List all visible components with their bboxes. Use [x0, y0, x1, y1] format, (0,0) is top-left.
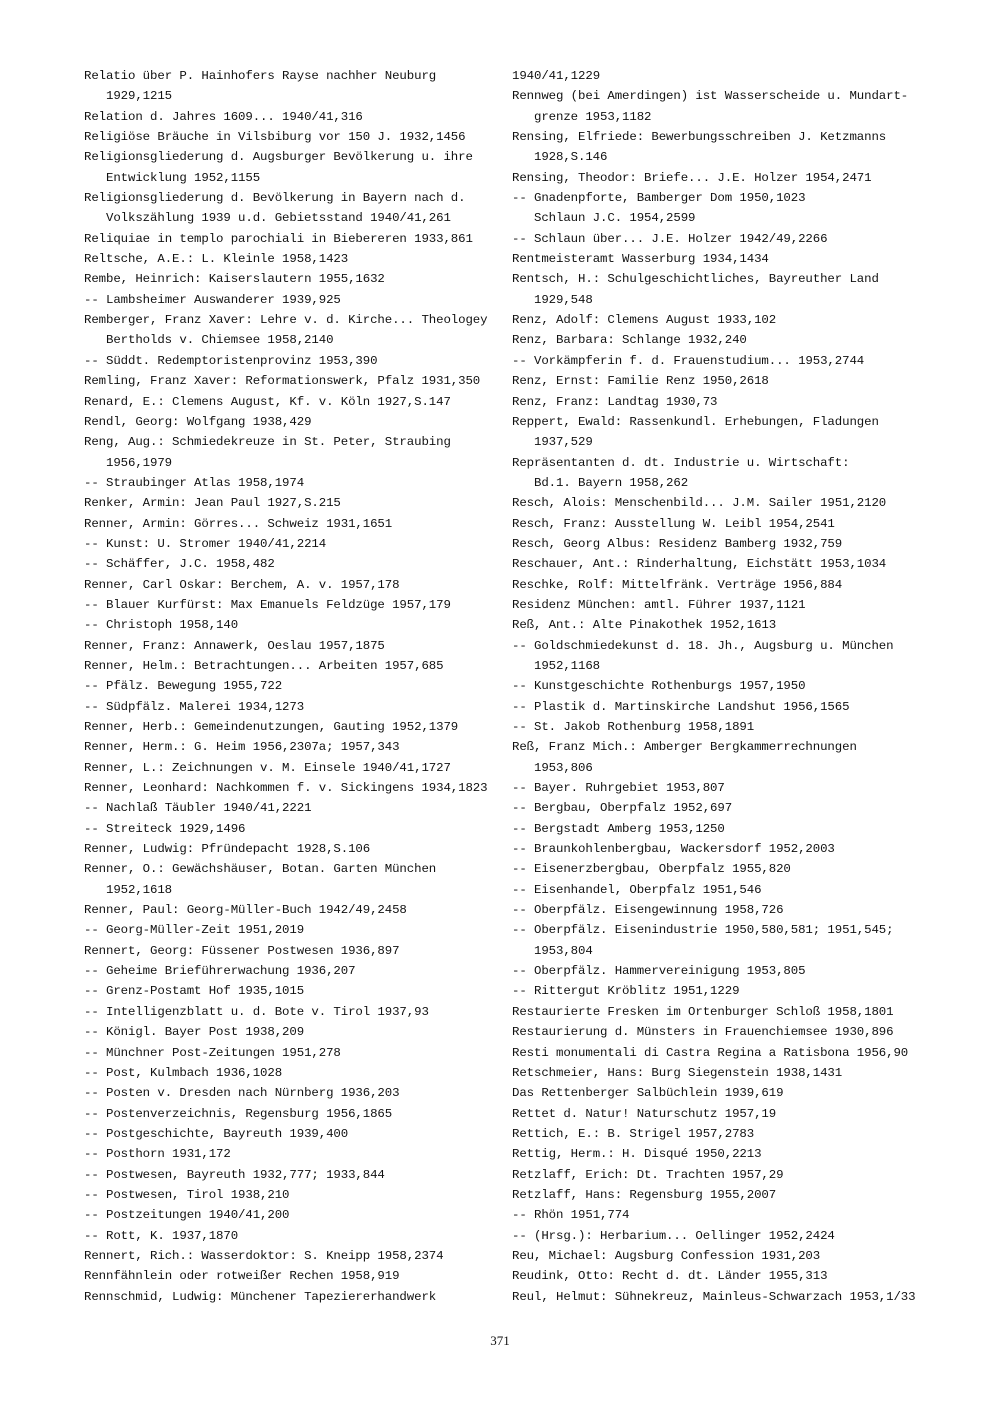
index-entry	[84, 1165, 504, 1185]
index-entry	[84, 290, 504, 310]
entry-continuation-line: 1953,804	[534, 943, 593, 958]
entry-line: -- Plastik d. Martinskirche Landshut 1956,1565	[512, 699, 850, 714]
index-entry	[84, 961, 504, 981]
index-entry	[84, 1043, 504, 1063]
index-entry	[84, 981, 504, 1001]
entry-line: -- Posthorn 1931,172	[84, 1147, 231, 1162]
entry-line: -- Intelligenzblatt u. d. Bote v. Tirol 1937,93	[84, 1004, 429, 1019]
index-entry	[512, 778, 932, 798]
entry-line: Renner, Armin: Görres... Schweiz 1931,1651	[84, 516, 393, 531]
entry-line: Resti monumentali di Castra Regina a Ratisbona 1956,90	[512, 1045, 909, 1060]
entry-line: -- Post, Kulmbach 1936,1028	[84, 1065, 283, 1080]
entry-line: -- Kunst: U. Stromer 1940/41,2214	[84, 536, 327, 551]
entry-continuation-line: grenze 1953,1182	[534, 109, 652, 124]
index-entry	[84, 1104, 504, 1124]
index-entry	[512, 269, 932, 310]
index-entry	[84, 1246, 504, 1266]
entry-line: Reudink, Otto: Recht d. dt. Länder 1955,313	[512, 1269, 828, 1284]
index-entry	[84, 269, 504, 289]
entry-line: -- Südpfälz. Malerei 1934,1273	[84, 699, 305, 714]
entry-line: -- (Hrsg.): Herbarium... Oellinger 1952,2424	[512, 1228, 835, 1243]
entry-line: Resch, Franz: Ausstellung W. Leibl 1954,2541	[512, 516, 835, 531]
entry-line: -- Nachlaß Täubler 1940/41,2221	[84, 801, 312, 816]
entry-continuation-line: 1929,1215	[106, 89, 173, 104]
entry-line: Residenz München: amtl. Führer 1937,1121	[512, 597, 806, 612]
index-entry	[84, 351, 504, 371]
index-entry	[84, 1083, 504, 1103]
index-entry	[512, 1246, 932, 1266]
index-entry	[512, 636, 932, 677]
entry-line: Renz, Adolf: Clemens August 1933,102	[512, 313, 777, 328]
index-entry	[84, 758, 504, 778]
entry-line: Renker, Armin: Jean Paul 1927,S.215	[84, 496, 341, 511]
index-entry	[84, 432, 504, 473]
entry-line: 1940/41,1229	[512, 69, 601, 83]
entry-line: -- Kunstgeschichte Rothenburgs 1957,1950	[512, 679, 806, 694]
index-entry	[512, 575, 932, 595]
index-entry	[84, 392, 504, 412]
index-column-right	[512, 66, 932, 1307]
index-entry	[84, 1266, 504, 1286]
entry-line: Reppert, Ewald: Rassenkundl. Erhebungen, Fladungen	[512, 414, 879, 429]
index-entry	[512, 859, 932, 879]
entry-line: Remberger, Franz Xaver: Lehre v. d. Kirche... Theologey	[84, 313, 488, 328]
entry-line: Rentmeisteramt Wasserburg 1934,1434	[512, 252, 769, 267]
entry-continuation-line: 1952,1618	[106, 882, 173, 897]
entry-line: Relation d. Jahres 1609... 1940/41,316	[84, 109, 363, 124]
index-entry	[512, 880, 932, 900]
entry-line: -- Königl. Bayer Post 1938,209	[84, 1025, 305, 1040]
index-entry	[84, 66, 504, 107]
entry-line: Rendl, Georg: Wolfgang 1938,429	[84, 414, 312, 429]
entry-continuation-line: Entwicklung 1952,1155	[106, 170, 261, 185]
entry-line: Resch, Georg Albus: Residenz Bamberg 1932,759	[512, 536, 843, 551]
entry-line: Renner, Ludwig: Pfründepacht 1928,S.106	[84, 842, 371, 857]
entry-line: Reschke, Rolf: Mittelfränk. Verträge 1956,884	[512, 577, 843, 592]
index-entry	[84, 1063, 504, 1083]
index-entry	[84, 412, 504, 432]
entry-line: -- Goldschmiedekunst d. 18. Jh., Augsburg u. München	[512, 638, 894, 653]
index-entry	[84, 473, 504, 493]
entry-line: Restaurierung d. Münsters in Frauenchiemsee 1930,896	[512, 1025, 894, 1040]
index-entry	[512, 351, 932, 371]
entry-line: Renz, Barbara: Schlange 1932,240	[512, 333, 747, 348]
entry-line: -- Geheime Brieführerwachung 1936,207	[84, 964, 356, 979]
entry-line: Restaurierte Fresken im Ortenburger Schloß 1958,1801	[512, 1004, 894, 1019]
index-entry	[512, 981, 932, 1001]
entry-line: -- Oberpfälz. Hammervereinigung 1953,805	[512, 964, 806, 979]
entry-line: Rentsch, H.: Schulgeschichtliches, Bayreuther Land	[512, 272, 879, 287]
entry-line: -- Streiteck 1929,1496	[84, 821, 246, 836]
index-entry	[84, 1226, 504, 1246]
index-entry	[84, 737, 504, 757]
entry-line: Renner, Leonhard: Nachkommen f. v. Sickingens 1934,1823	[84, 781, 488, 796]
index-entry	[84, 656, 504, 676]
index-entry	[512, 1083, 932, 1103]
index-entry	[512, 737, 932, 778]
entry-line: Rennfähnlein oder rotweißer Rechen 1958,919	[84, 1269, 400, 1284]
entry-line: -- Postenverzeichnis, Regensburg 1956,1865	[84, 1106, 393, 1121]
entry-line: Reliquiae in templo parochiali in Biebereren 1933,861	[84, 231, 473, 246]
entry-line: -- Bergbau, Oberpfalz 1952,697	[512, 801, 733, 816]
entry-continuation-line: 1952,1168	[534, 658, 601, 673]
index-entry	[512, 1043, 932, 1063]
index-entry	[84, 1002, 504, 1022]
entry-line: Renner, O.: Gewächshäuser, Botan. Garten München	[84, 862, 437, 877]
entry-line: Rensing, Elfriede: Bewerbungsschreiben J. Ketzmanns	[512, 130, 887, 145]
index-entry	[512, 1205, 932, 1225]
entry-line: Rennweg (bei Amerdingen) ist Wasserscheide u. Mundart-	[512, 89, 909, 104]
entry-line: Resch, Alois: Menschenbild... J.M. Sailer 1951,2120	[512, 496, 887, 511]
entry-line: -- Postzeitungen 1940/41,200	[84, 1208, 290, 1223]
index-entry	[84, 778, 504, 798]
entry-line: Retzlaff, Erich: Dt. Trachten 1957,29	[512, 1167, 784, 1182]
entry-line: Rennert, Georg: Füssener Postwesen 1936,897	[84, 943, 400, 958]
entry-line: -- Pfälz. Bewegung 1955,722	[84, 679, 283, 694]
index-entry	[84, 595, 504, 615]
index-entry	[512, 127, 932, 168]
entry-line: Renner, Herm.: G. Heim 1956,2307a; 1957,343	[84, 740, 400, 755]
index-entry	[512, 392, 932, 412]
entry-continuation-line: Bertholds v. Chiemsee 1958,2140	[106, 333, 334, 348]
index-column-left	[84, 66, 504, 1307]
entry-line: Reltsche, A.E.: L. Kleinle 1958,1423	[84, 252, 349, 267]
entry-line: -- Rott, K. 1937,1870	[84, 1228, 239, 1243]
entry-line: Rennschmid, Ludwig: Münchener Tapeziererhandwerk	[84, 1289, 437, 1304]
entry-line: -- St. Jakob Rothenburg 1958,1891	[512, 720, 755, 734]
index-entry	[512, 819, 932, 839]
index-entry	[512, 697, 932, 717]
index-entry	[512, 412, 932, 453]
index-entry	[84, 229, 504, 249]
entry-continuation-line: 1929,548	[534, 292, 593, 307]
index-entry	[84, 534, 504, 554]
entry-line: -- Schlaun über... J.E. Holzer 1942/49,2266	[512, 231, 828, 246]
entry-line: -- Eisenhandel, Oberpfalz 1951,546	[512, 882, 762, 897]
entry-line: Religiöse Bräuche in Vilsbiburg vor 150 J. 1932,1456	[84, 130, 466, 145]
index-entry	[512, 229, 932, 249]
entry-line: -- Vorkämpferin f. d. Frauenstudium... 1953,2744	[512, 353, 865, 368]
entry-line: -- Oberpfälz. Eisenindustrie 1950,580,581; 1951,545;	[512, 923, 894, 938]
entry-line: Repräsentanten d. dt. Industrie u. Wirtschaft:	[512, 455, 850, 470]
entry-line: -- Georg-Müller-Zeit 1951,2019	[84, 923, 305, 938]
index-entry	[84, 697, 504, 717]
entry-line: -- Blauer Kurfürst: Max Emanuels Feldzüge 1957,179	[84, 597, 451, 612]
index-entry	[84, 900, 504, 920]
index-entry	[512, 1266, 932, 1286]
index-entry	[512, 1226, 932, 1246]
index-entry	[512, 534, 932, 554]
index-entry	[512, 310, 932, 330]
index-entry	[84, 819, 504, 839]
index-entry	[512, 717, 932, 737]
index-entry	[512, 1002, 932, 1022]
index-entry	[512, 514, 932, 534]
entry-continuation-line: Volkszählung 1939 u.d. Gebietsstand 1940/41,261	[106, 211, 451, 226]
entry-line: Renner, Franz: Annawerk, Oeslau 1957,1875	[84, 638, 385, 653]
index-entry	[512, 615, 932, 635]
index-entry	[512, 676, 932, 696]
index-entry	[84, 1022, 504, 1042]
entry-line: -- Christoph 1958,140	[84, 618, 239, 633]
index-entry	[512, 1165, 932, 1185]
entry-line: Rennert, Rich.: Wasserdoktor: S. Kneipp 1958,2374	[84, 1248, 444, 1263]
index-entry	[512, 554, 932, 574]
entry-line: -- Straubinger Atlas 1958,1974	[84, 475, 305, 490]
entry-line: -- Bergstadt Amberg 1953,1250	[512, 821, 725, 836]
index-entry	[84, 1144, 504, 1164]
index-entry	[512, 493, 932, 513]
index-entry	[84, 493, 504, 513]
index-entry	[84, 1185, 504, 1205]
entry-line: -- Eisenerzbergbau, Oberpfalz 1955,820	[512, 862, 791, 877]
index-entry	[84, 920, 504, 940]
entry-line: Renner, Paul: Georg-Müller-Buch 1942/49,2458	[84, 903, 407, 918]
entry-line: Renner, Herb.: Gemeindenutzungen, Gauting 1952,1379	[84, 720, 459, 734]
index-entry	[512, 1144, 932, 1164]
index-entry	[512, 920, 932, 961]
entry-line: Rettet d. Natur! Naturschutz 1957,19	[512, 1106, 777, 1121]
entry-continuation-line: 1928,S.146	[534, 150, 608, 165]
index-entry	[512, 839, 932, 859]
entry-line: Religionsgliederung d. Augsburger Bevölkerung u. ihre	[84, 150, 473, 165]
entry-line: -- Rittergut Kröblitz 1951,1229	[512, 984, 740, 999]
entry-line: -- Lambsheimer Auswanderer 1939,925	[84, 292, 341, 307]
index-entry	[84, 554, 504, 574]
entry-line: Renz, Franz: Landtag 1930,73	[512, 394, 718, 409]
page-number: 371	[490, 1333, 510, 1348]
index-entry	[512, 1104, 932, 1124]
index-entry	[84, 371, 504, 391]
entry-line: Religionsgliederung d. Bevölkerung in Bayern nach d.	[84, 191, 466, 206]
entry-line: -- Münchner Post-Zeitungen 1951,278	[84, 1045, 341, 1060]
index-entry	[84, 1124, 504, 1144]
index-entry	[512, 86, 932, 127]
index-entry	[84, 798, 504, 818]
index-entry	[84, 941, 504, 961]
entry-line: Rettich, E.: B. Strigel 1957,2783	[512, 1126, 755, 1141]
entry-line: -- Postwesen, Tirol 1938,210	[84, 1187, 290, 1202]
entry-line: -- Süddt. Redemptoristenprovinz 1953,390	[84, 353, 378, 368]
entry-line: Reß, Ant.: Alte Pinakothek 1952,1613	[512, 618, 777, 633]
entry-line: Rettig, Herm.: H. Disqué 1950,2213	[512, 1147, 762, 1162]
entry-line: Rembe, Heinrich: Kaiserslautern 1955,1632	[84, 272, 385, 287]
index-entry	[512, 330, 932, 350]
entry-line: Renner, L.: Zeichnungen v. M. Einsele 1940/41,1727	[84, 760, 451, 775]
entry-continuation-line: Bd.1. Bayern 1958,262	[534, 475, 689, 490]
entry-line: -- Bayer. Ruhrgebiet 1953,807	[512, 781, 725, 796]
entry-line: -- Oberpfälz. Eisengewinnung 1958,726	[512, 903, 784, 918]
entry-continuation-line: 1953,806	[534, 760, 593, 775]
index-entry	[512, 961, 932, 981]
entry-line: -- Rhön 1951,774	[512, 1208, 630, 1223]
entry-line: -- Schäffer, J.C. 1958,482	[84, 557, 275, 572]
index-entry	[512, 188, 932, 229]
index-entry	[512, 453, 932, 494]
entry-line: Renz, Ernst: Familie Renz 1950,2618	[512, 374, 769, 389]
entry-line: -- Grenz-Postamt Hof 1935,1015	[84, 984, 305, 999]
index-entry	[84, 188, 504, 229]
entry-line: -- Braunkohlenbergbau, Wackersdorf 1952,2003	[512, 842, 835, 857]
index-entry	[512, 1185, 932, 1205]
entry-line: -- Gnadenpforte, Bamberger Dom 1950,1023	[512, 191, 806, 206]
entry-line: Reu, Michael: Augsburg Confession 1931,203	[512, 1248, 821, 1263]
index-entry	[512, 249, 932, 269]
index-entry	[84, 839, 504, 859]
index-entry	[84, 1205, 504, 1225]
index-entry	[84, 859, 504, 900]
entry-line: Reschauer, Ant.: Rinderhaltung, Eichstätt 1953,1034	[512, 557, 887, 572]
index-entry	[84, 575, 504, 595]
entry-line: Retschmeier, Hans: Burg Siegenstein 1938,1431	[512, 1065, 843, 1080]
index-entry	[84, 310, 504, 351]
index-entry	[84, 615, 504, 635]
index-entry	[512, 798, 932, 818]
entry-line: Renner, Helm.: Betrachtungen... Arbeiten 1957,685	[84, 658, 444, 673]
index-entry	[512, 900, 932, 920]
entry-line: Reul, Helmut: Sühnekreuz, Mainleus-Schwarzach 1953,1/33	[512, 1289, 916, 1304]
index-entry	[512, 371, 932, 391]
entry-line: -- Postwesen, Bayreuth 1932,777; 1933,844	[84, 1167, 385, 1182]
index-entry	[84, 717, 504, 737]
index-entry	[84, 107, 504, 127]
index-entry	[84, 127, 504, 147]
entry-line: Reß, Franz Mich.: Amberger Bergkammerrechnungen	[512, 740, 857, 755]
entry-continuation-line: Schlaun J.C. 1954,2599	[534, 211, 696, 226]
index-entry	[84, 514, 504, 534]
entry-line: Rensing, Theodor: Briefe... J.E. Holzer 1954,2471	[512, 170, 872, 185]
index-entry	[84, 676, 504, 696]
index-entry	[512, 168, 932, 188]
index-entry	[512, 1063, 932, 1083]
entry-line: Retzlaff, Hans: Regensburg 1955,2007	[512, 1187, 777, 1202]
entry-line: -- Posten v. Dresden nach Nürnberg 1936,203	[84, 1086, 400, 1101]
index-entry	[512, 1124, 932, 1144]
entry-line: Relatio über P. Hainhofers Rayse nachher Neuburg	[84, 69, 437, 83]
index-entry	[512, 1287, 932, 1307]
index-entry	[512, 1022, 932, 1042]
entry-continuation-line: 1937,529	[534, 435, 593, 450]
entry-line: Renner, Carl Oskar: Berchem, A. v. 1957,178	[84, 577, 400, 592]
entry-line: Renard, E.: Clemens August, Kf. v. Köln 1927,S.147	[84, 394, 451, 409]
index-entry	[84, 636, 504, 656]
index-entry	[84, 147, 504, 188]
index-entry	[84, 1287, 504, 1307]
index-entry	[512, 595, 932, 615]
index-entry	[84, 249, 504, 269]
entry-continuation-line: 1956,1979	[106, 455, 173, 470]
entry-line: Reng, Aug.: Schmiedekreuze in St. Peter, Straubing	[84, 435, 451, 450]
index-entry	[512, 66, 932, 86]
entry-line: Remling, Franz Xaver: Reformationswerk, Pfalz 1931,350	[84, 374, 481, 389]
entry-line: -- Postgeschichte, Bayreuth 1939,400	[84, 1126, 349, 1141]
entry-line: Das Rettenberger Salbüchlein 1939,619	[512, 1086, 784, 1101]
